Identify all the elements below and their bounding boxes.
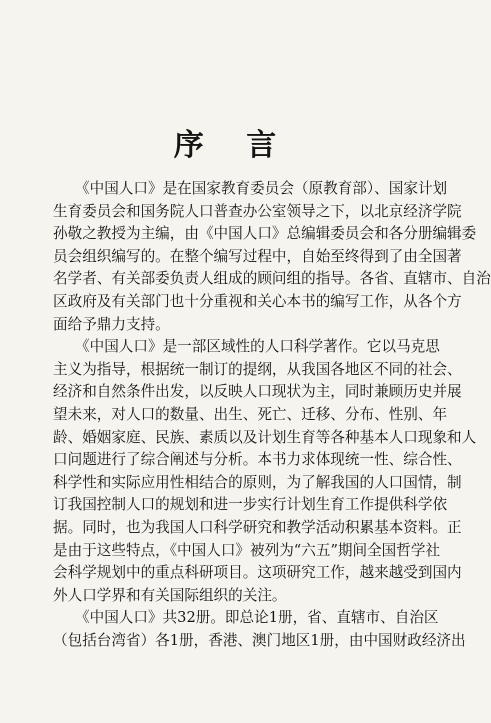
text-line: 《中国人口》是一部区域性的人口科学著作。它以马克思 [75, 338, 440, 356]
text-line: 经济和自然条件出发，以反映人口现状为主，同时兼顾历史并展 [53, 383, 462, 401]
preface-body [53, 178, 491, 652]
page-title: 序 言 [173, 128, 293, 163]
text-line: 生育委员会和国务院人口普查办公室领导之下，以北京经济学院 [53, 202, 462, 220]
text-line: （包括台湾省）各1册，香港、澳门地区1册，由中国财政经济出 [53, 631, 466, 649]
text-line: 科学性和实际应用性相结合的原则，为了解我国的人口国情，制 [53, 473, 462, 491]
paragraph-1 [53, 178, 491, 336]
text-line: 名学者、有关部委负责人组成的顾问组的指导。各省、直辖市、自治 [53, 270, 491, 288]
text-line: 面给予鼎力支持。 [53, 315, 170, 333]
paragraph-3 [53, 607, 466, 652]
text-line: 望未来，对人口的数量、出生、死亡、迁移、分布、性别、年 [53, 405, 448, 423]
text-line: 员会组织编写的。在整个编写过程中，自始至终得到了由全国著 [53, 247, 462, 265]
text-line: 口问题进行了综合阐述与分析。本书力求体现统一性、综合性、 [53, 451, 462, 469]
text-line: 外人口学界和有关国际组织的关注。 [53, 586, 287, 604]
paragraph-2 [53, 336, 477, 607]
text-line: 会科学规划中的重点科研项目。这项研究工作，越来越受到国内 [53, 564, 462, 582]
text-line: 主义为指导，根据统一制订的提纲，从我国各地区不同的社会、 [53, 360, 462, 378]
text-line: 区政府及有关部门也十分重视和关心本书的编写工作，从各个方 [53, 292, 462, 310]
text-line: 是由于这些特点，《中国人口》被列为“六五”期间全国哲学社 [53, 541, 441, 559]
text-line: 订我国控制人口的规划和进一步实行计划生育工作提供科学依 [53, 496, 448, 514]
text-line: 《中国人口》共32册。即总论1册，省、直辖市、自治区 [75, 609, 439, 627]
text-line: 《中国人口》是在国家教育委员会（原教育部）、国家计划 [75, 180, 448, 197]
text-line: 龄、婚姻家庭、民族、素质以及计划生育等各种基本人口现象和人 [53, 428, 477, 446]
text-line: 据。同时，也为我国人口科学研究和教学活动积累基本资料。正 [53, 518, 462, 536]
text-line: 孙敬之教授为主编，由《中国人口》总编辑委员会和各分册编辑委 [53, 225, 477, 243]
